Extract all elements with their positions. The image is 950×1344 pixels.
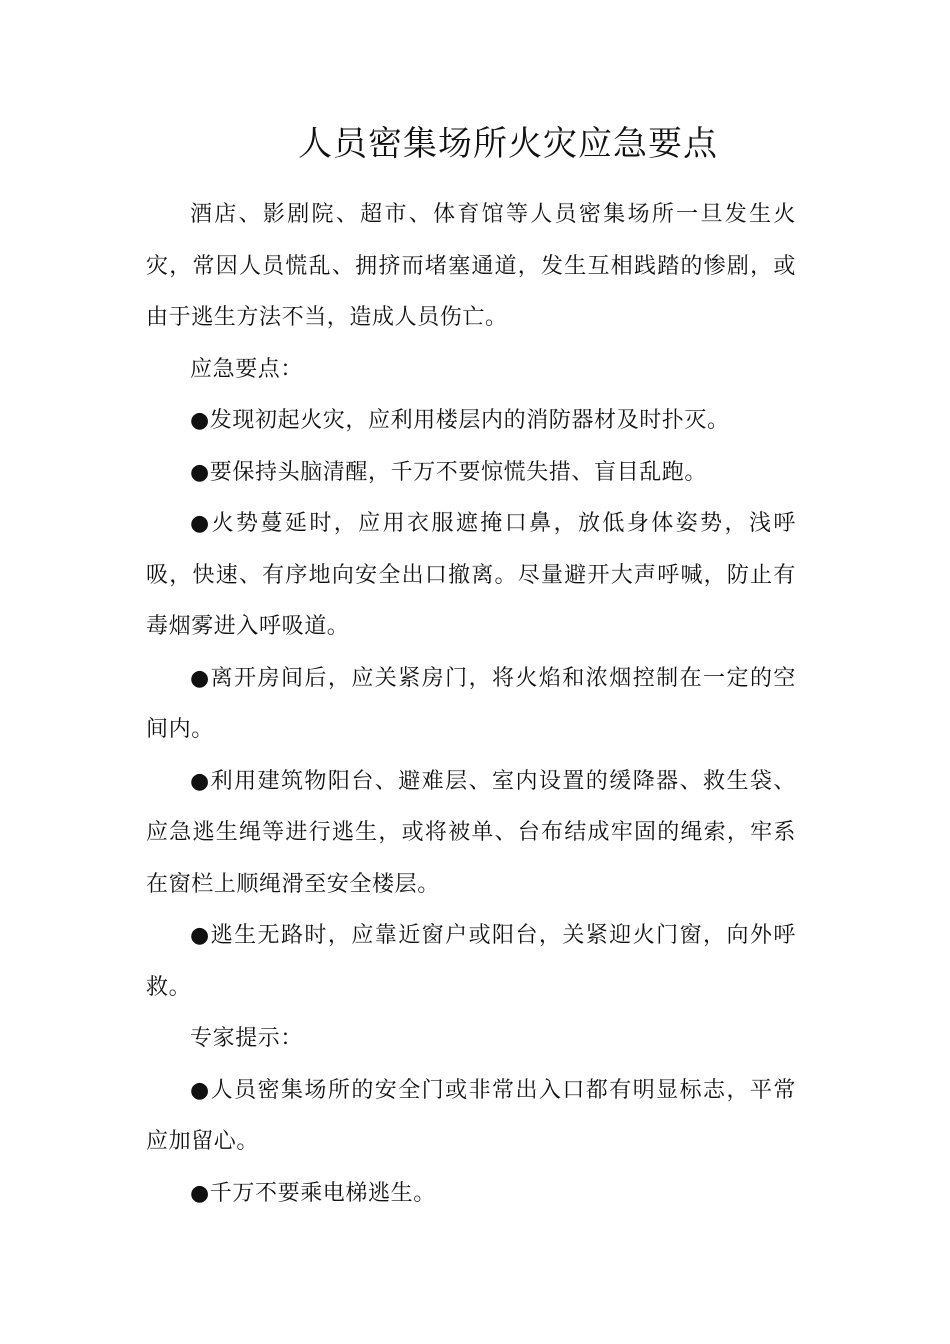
expert-tip-1: ●人员密集场所的安全门或非常出入口都有明显标志，平常应加留心。 — [146, 1077, 796, 1154]
intro-paragraph: 酒店、影剧院、超市、体育馆等人员密集场所一旦发生火灾，常因人员慌乱、拥挤而堵塞通道，发生互相践踏的惨剧，或由于逃生方法不当，造成人员伤亡。 — [146, 202, 796, 330]
section-heading-expert-tips: 专家提示： — [190, 1026, 304, 1051]
emergency-point-5: ●利用建筑物阳台、避难层、室内设置的缓降器、救生袋、应急逃生绳等进行逃生，或将被单、台布结成牢固的绳索，牢系在窗栏上顺绳滑至安全楼层。 — [146, 768, 796, 897]
document-body — [146, 189, 796, 1219]
emergency-point-3: ●火势蔓延时，应用衣服遮掩口鼻，放低身体姿势，浅呼吸，快速、有序地向安全出口撤离。尽量避开大声呼喊，防止有毒烟雾进入呼吸道。 — [146, 511, 796, 639]
expert-tip-2: ●千万不要乘电梯逃生。 — [190, 1180, 436, 1206]
emergency-point-2: ●要保持头脑清醒，千万不要惊慌失措、盲目乱跑。 — [190, 459, 707, 485]
emergency-point-4: ●离开房间后，应关紧房门，将火焰和浓烟控制在一定的空间内。 — [146, 665, 796, 742]
emergency-point-6: ●逃生无路时，应靠近窗户或阳台，关紧迎火门窗，向外呼救。 — [146, 923, 796, 1000]
emergency-point-1: ●发现初起火灾，应利用楼层内的消防器材及时扑灭。 — [190, 408, 730, 433]
document-title: 人员密集场所火灾应急要点 — [298, 124, 718, 164]
section-heading-emergency-points: 应急要点： — [190, 356, 304, 382]
